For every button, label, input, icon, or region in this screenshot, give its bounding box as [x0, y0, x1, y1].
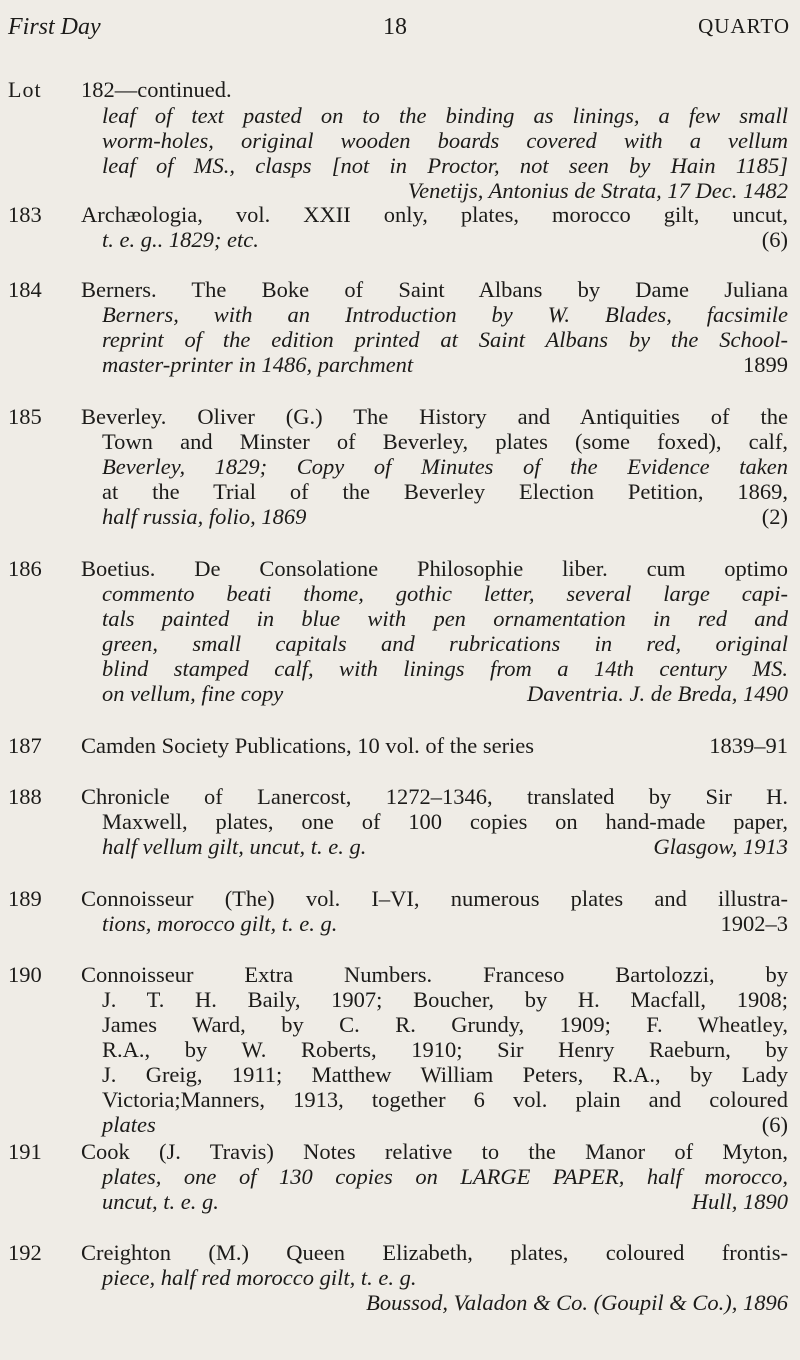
lot-line	[81, 733, 788, 758]
lot-line: Archæologia, vol. XXII only, plates, morocco gilt, uncut,	[81, 202, 788, 227]
lot-imprint: Hull, 1890	[691, 1189, 788, 1214]
lot-line-text: uncut, t. e. g.	[102, 1189, 219, 1214]
lot-line: James Ward, by C. R. Grundy, 1909; F. Wheatley,	[102, 1012, 788, 1037]
lot-number: 188	[8, 784, 42, 809]
lot-line: Beverley, 1829; Copy of Minutes of the Evidence taken	[102, 454, 788, 479]
lot-date: 1899	[743, 352, 788, 377]
lot-number: 186	[8, 556, 42, 581]
lot-line: Maxwell, plates, one of 100 copies on hand-made paper,	[102, 809, 788, 834]
lot-text	[102, 911, 788, 936]
lot-imprint: Venetijs, Antonius de Strata, 17 Dec. 1482	[407, 178, 788, 203]
lot-line: commento beati thome, gothic letter, several large capi-	[102, 581, 788, 606]
lot-number: 185	[8, 404, 42, 429]
lot-line: Town and Minster of Beverley, plates (some foxed), calf,	[102, 429, 788, 454]
lot-number: 191	[8, 1139, 42, 1164]
lot-line: Berners, with an Introduction by W. Blades, facsimile	[102, 302, 788, 327]
lot-line: leaf of text pasted on to the binding as linings, a few small	[102, 103, 788, 128]
lot-label: Lot	[8, 77, 42, 102]
lot-quantity: (6)	[761, 1112, 788, 1137]
lot-line: leaf of MS., clasps [not in Proctor, not seen by Hain 1185]	[102, 153, 788, 178]
lot-line: tals painted in blue with pen ornamentation in red and	[102, 606, 788, 631]
lot-line: J. Greig, 1911; Matthew William Peters, R.A., by Lady	[102, 1062, 788, 1087]
lot-text	[102, 227, 788, 252]
lot-line	[102, 504, 788, 529]
lot-line: worm-holes, original wooden boards covered with a vellum	[102, 128, 788, 153]
lot-text	[102, 581, 788, 706]
lot-text	[81, 1139, 788, 1164]
day-title: First Day	[8, 14, 101, 40]
lot-text	[81, 556, 788, 581]
lot-line	[102, 227, 788, 252]
lot-line-text: half russia, folio, 1869	[102, 504, 307, 529]
lot-text	[102, 1265, 788, 1315]
lot-number: 184	[8, 277, 42, 302]
lot-text	[81, 962, 788, 987]
lot-line-text: half vellum gilt, uncut, t. e. g.	[102, 834, 367, 859]
lot-line: Creighton (M.) Queen Elizabeth, plates, coloured frontis-	[81, 1240, 788, 1265]
lot-line: Victoria;Manners, 1913, together 6 vol. plain and coloured	[102, 1087, 788, 1112]
page-header	[0, 14, 800, 54]
lot-date: 1839–91	[709, 733, 788, 758]
lot-line: J. T. H. Baily, 1907; Boucher, by H. Macfall, 1908;	[102, 987, 788, 1012]
lot-text	[102, 987, 788, 1137]
lot-line: Connoisseur (The) vol. I–VI, numerous plates and illustra-	[81, 886, 788, 911]
lot-line: 182—continued.	[81, 77, 232, 102]
lot-line-text: Camden Society Publications, 10 vol. of the series	[81, 733, 535, 758]
lot-line: reprint of the edition printed at Saint Albans by the School-	[102, 327, 788, 352]
lot-line: R.A., by W. Roberts, 1910; Sir Henry Raeburn, by	[102, 1037, 788, 1062]
lot-line	[102, 911, 788, 936]
lot-line	[102, 352, 788, 377]
lot-text	[102, 1164, 788, 1214]
lot-line: Berners. The Boke of Saint Albans by Dame Juliana	[81, 277, 788, 302]
lot-imprint: Glasgow, 1913	[653, 834, 788, 859]
lot-imprint: Boussod, Valadon & Co. (Goupil & Co.), 1896	[366, 1290, 788, 1315]
page-number: 18	[383, 14, 407, 40]
lot-line: Cook (J. Travis) Notes relative to the Manor of Myton,	[81, 1139, 788, 1164]
lot-line-text: plates	[102, 1112, 156, 1137]
lot-line	[102, 681, 788, 706]
lot-line: at the Trial of the Beverley Election Petition, 1869,	[102, 479, 788, 504]
lot-line	[102, 1189, 788, 1214]
lot-line-text: on vellum, fine copy	[102, 681, 284, 706]
lot-text	[102, 103, 788, 203]
lot-line-text: master-printer in 1486, parchment	[102, 352, 414, 377]
lot-line: piece, half red morocco gilt, t. e. g.	[102, 1265, 417, 1290]
lot-line: Chronicle of Lanercost, 1272–1346, translated by Sir H.	[81, 784, 788, 809]
lot-number: 183	[8, 202, 42, 227]
lot-quantity: (6)	[761, 227, 788, 252]
lot-line: blind stamped calf, with linings from a 14th century MS.	[102, 656, 788, 681]
lot-text	[81, 1240, 788, 1265]
lot-line: Boetius. De Consolatione Philosophie liber. cum optimo	[81, 556, 788, 581]
lot-imprint: Daventria. J. de Breda, 1490	[527, 681, 788, 706]
lot-text	[81, 404, 788, 429]
lot-line: Beverley. Oliver (G.) The History and Antiquities of the	[81, 404, 788, 429]
lot-quantity: (2)	[761, 504, 788, 529]
lot-number: 192	[8, 1240, 42, 1265]
lot-text	[81, 784, 788, 809]
lot-text	[81, 202, 788, 227]
lot-text	[102, 809, 788, 859]
lot-line: plates, one of 130 copies on LARGE PAPER, half morocco,	[102, 1164, 788, 1189]
lot-text	[81, 733, 788, 758]
lot-number: 189	[8, 886, 42, 911]
lot-line	[102, 1112, 788, 1137]
lot-date: 1902–3	[720, 911, 788, 936]
lot-number: 190	[8, 962, 42, 987]
lot-line	[102, 834, 788, 859]
lot-text	[102, 429, 788, 529]
lot-text	[102, 302, 788, 377]
lot-text	[81, 77, 788, 102]
format-label: QUARTO	[698, 14, 790, 38]
lot-line-text: t. e. g.. 1829; etc.	[102, 227, 259, 252]
lot-line-text: tions, morocco gilt, t. e. g.	[102, 911, 338, 936]
lot-line: Connoisseur Extra Numbers. Franceso Bartolozzi, by	[81, 962, 788, 987]
lot-number: 187	[8, 733, 42, 758]
lot-line: green, small capitals and rubrications in red, original	[102, 631, 788, 656]
lot-text	[81, 277, 788, 302]
lot-text	[81, 886, 788, 911]
